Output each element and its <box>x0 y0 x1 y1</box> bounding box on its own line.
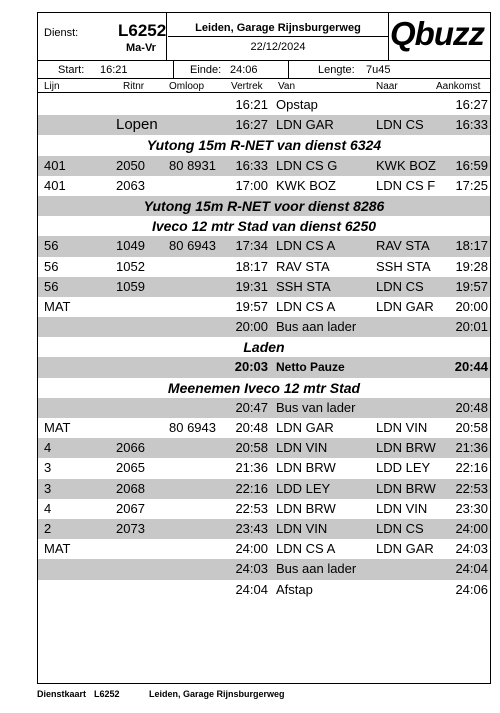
cell-lijn: 56 <box>44 258 59 274</box>
cell-vertrek: 20:48 <box>235 420 268 435</box>
lengte-value: 7u45 <box>366 64 391 76</box>
location-title: Leiden, Garage Rijnsburgerweg <box>195 22 361 34</box>
col-omloop: Omloop <box>169 81 205 92</box>
cell-aankomst: 23:30 <box>455 500 488 516</box>
cell-aankomst: 20:44 <box>454 359 488 375</box>
section-title: Yutong 15m R-NET voor dienst 8286 <box>143 197 385 214</box>
section-title-row <box>38 216 490 236</box>
cell-van: LDN GAR <box>276 420 334 435</box>
section-title-row <box>38 337 490 357</box>
table-row <box>38 559 490 579</box>
cell-van: Afstap <box>276 581 313 597</box>
cell-van: RAV STA <box>276 258 330 274</box>
cell-vertrek: 22:16 <box>235 480 268 496</box>
cell-ritnr: 2063 <box>116 177 145 193</box>
table-row <box>38 418 490 438</box>
cell-naar: LDN GAR <box>376 298 434 314</box>
cell-naar: LDN VIN <box>376 500 428 516</box>
table-row <box>38 438 490 458</box>
cell-naar: KWK BOZ <box>376 157 436 173</box>
table-row <box>38 95 490 115</box>
cell-naar: LDN CS <box>376 520 424 536</box>
col-aankomst: Aankomst <box>436 81 481 92</box>
cell-van: LDD LEY <box>276 480 331 496</box>
cell-aankomst: 24:04 <box>455 561 488 577</box>
table-row <box>38 519 490 539</box>
section-title: Iveco 12 mtr Stad van dienst 6250 <box>151 218 377 235</box>
cell-aankomst: 16:33 <box>455 117 488 133</box>
summary-row <box>38 61 490 79</box>
cell-naar: LDD LEY <box>376 460 431 476</box>
section-title: Meenemen Iveco 12 mtr Stad <box>167 379 361 396</box>
start-value: 16:21 <box>100 64 128 76</box>
cell-naar: LDN CS <box>376 278 424 294</box>
section-title-row <box>38 378 490 398</box>
cell-aankomst: 24:03 <box>455 541 488 557</box>
cell-lijn: MAT <box>44 420 71 435</box>
header-divider-right <box>388 13 389 61</box>
cell-van: Bus van lader <box>276 399 356 415</box>
cell-vertrek: 24:03 <box>235 561 268 577</box>
cell-naar: LDN BRW <box>376 480 436 496</box>
cell-aankomst: 16:27 <box>455 97 488 112</box>
einde-label: Einde: <box>190 64 222 76</box>
table-row <box>38 499 490 519</box>
summary-divider-1 <box>173 61 174 79</box>
cell-aankomst: 20:58 <box>455 420 488 435</box>
cell-vertrek: 19:57 <box>235 298 268 314</box>
cell-lijn: 3 <box>44 480 52 496</box>
table-row <box>38 580 490 600</box>
table-row <box>38 479 490 499</box>
cell-vertrek: 17:00 <box>235 177 268 193</box>
cell-vertrek: 23:43 <box>235 520 268 536</box>
table-row <box>38 115 490 135</box>
cell-vertrek: 24:00 <box>235 541 268 557</box>
dienst-code: L6252 <box>118 21 167 40</box>
cell-aankomst: 16:59 <box>455 157 488 173</box>
cell-vertrek: 24:04 <box>235 581 268 597</box>
cell-lijn: 3 <box>44 460 52 476</box>
cell-lijn: 4 <box>44 500 52 516</box>
header-block <box>38 13 490 61</box>
cell-lijn: MAT <box>44 298 71 314</box>
table-row <box>38 156 490 176</box>
table-row <box>38 357 490 377</box>
schedule-rows <box>38 95 490 600</box>
section-title: Yutong 15m R-NET van dienst 6324 <box>146 137 382 154</box>
dienst-label: Dienst: <box>44 27 79 39</box>
cell-van: SSH STA <box>276 278 331 294</box>
einde-value: 24:06 <box>230 64 258 76</box>
date-value: 22/12/2024 <box>250 41 306 53</box>
cell-vertrek: 22:53 <box>235 500 268 516</box>
section-title-row <box>38 135 490 155</box>
cell-lijn: 56 <box>44 238 59 254</box>
cell-ritnr: 1052 <box>116 258 145 274</box>
header-divider-middle <box>168 36 388 37</box>
column-header-row <box>38 80 490 93</box>
cell-vertrek: 21:36 <box>235 460 268 476</box>
col-naar: Naar <box>376 81 398 92</box>
header-divider-left <box>166 13 167 61</box>
cell-vertrek: 20:03 <box>234 359 268 375</box>
cell-vertrek: 17:34 <box>235 238 268 254</box>
cell-lijn: 401 <box>44 177 66 193</box>
col-van: Van <box>278 81 296 92</box>
cell-omloop: 80 6943 <box>169 238 216 254</box>
cell-aankomst: 20:48 <box>455 399 488 415</box>
cell-van: LDN CS G <box>276 157 338 173</box>
table-row <box>38 539 490 559</box>
cell-aankomst: 17:25 <box>455 177 488 193</box>
cell-lijn: MAT <box>44 541 71 557</box>
table-row <box>38 458 490 478</box>
cell-vertrek: 19:31 <box>235 278 268 294</box>
cell-omloop: 80 8931 <box>169 157 216 173</box>
cell-van: LDN GAR <box>276 117 334 133</box>
cell-vertrek: 20:00 <box>235 319 268 335</box>
cell-aankomst: 18:17 <box>455 238 488 254</box>
cell-vertrek: 16:33 <box>235 157 268 173</box>
cell-van: LDN VIN <box>276 520 328 536</box>
cell-van: LDN VIN <box>276 440 328 456</box>
cell-aankomst: 20:01 <box>455 319 488 335</box>
cell-omloop: 80 6943 <box>169 420 216 435</box>
cell-naar: LDN VIN <box>376 420 428 435</box>
cell-naar: LDN BRW <box>376 440 436 456</box>
cell-van: LDN CS A <box>276 541 336 557</box>
cell-van: Bus aan lader <box>276 319 357 335</box>
cell-ritnr: 2067 <box>116 500 145 516</box>
section-title-row <box>38 196 490 216</box>
qbuzz-logo: Qbuzz <box>390 15 484 52</box>
section-title: Laden <box>243 339 285 356</box>
cell-vertrek: 18:17 <box>235 258 268 274</box>
cell-van: Opstap <box>276 97 318 112</box>
cell-naar: SSH STA <box>376 258 431 274</box>
cell-vertrek: 16:21 <box>235 97 268 112</box>
footer-code: L6252 <box>94 689 120 699</box>
col-ritnr: Ritnr <box>123 81 145 92</box>
cell-ritnr: 1059 <box>116 278 145 294</box>
table-row <box>38 277 490 297</box>
cell-lijn: 4 <box>44 440 52 456</box>
start-label: Start: <box>58 64 85 76</box>
footer-location: Leiden, Garage Rijnsburgerweg <box>149 689 285 699</box>
cell-lijn: 401 <box>44 157 66 173</box>
col-vertrek: Vertrek <box>231 81 263 92</box>
cell-aankomst: 22:53 <box>455 480 488 496</box>
cell-ritnr: 2065 <box>116 460 145 476</box>
cell-aankomst: 20:00 <box>455 298 488 314</box>
cell-naar: LDN CS <box>376 117 424 133</box>
cell-van: LDN CS A <box>276 298 336 314</box>
cell-aankomst: 21:36 <box>455 440 488 456</box>
table-row <box>38 317 490 337</box>
cell-van: Netto Pauze <box>276 360 345 375</box>
table-row <box>38 176 490 196</box>
cell-van: LDN BRW <box>276 460 336 476</box>
cell-ritnr: 2073 <box>116 520 145 536</box>
col-lijn: Lijn <box>44 81 60 92</box>
cell-aankomst: 22:16 <box>455 460 488 476</box>
cell-aankomst: 19:57 <box>455 278 488 294</box>
cell-naar: LDN CS F <box>376 177 436 193</box>
cell-ritnr: 2066 <box>116 440 145 456</box>
lengte-label: Lengte: <box>318 64 355 76</box>
cell-aankomst: 24:06 <box>455 581 488 597</box>
table-row <box>38 236 490 256</box>
cell-van: LDN CS A <box>276 238 336 254</box>
footer-label: Dienstkaart <box>37 689 87 699</box>
cell-naar: RAV STA <box>376 238 430 254</box>
cell-ritnr: 2068 <box>116 480 145 496</box>
cell-ritnr: 1049 <box>116 238 145 254</box>
table-row <box>38 257 490 277</box>
dienstkaart-sheet <box>37 12 491 684</box>
table-row <box>38 398 490 418</box>
cell-van: Bus aan lader <box>276 561 357 577</box>
cell-naar: LDN GAR <box>376 541 434 557</box>
cell-lijn: 56 <box>44 278 59 294</box>
cell-vertrek: 16:27 <box>235 117 268 133</box>
cell-lijn: 2 <box>44 520 52 536</box>
cell-van: LDN BRW <box>276 500 336 516</box>
cell-ritnr: Lopen <box>116 116 158 134</box>
table-row <box>38 297 490 317</box>
cell-van: KWK BOZ <box>276 177 336 193</box>
cell-vertrek: 20:58 <box>235 440 268 456</box>
cell-aankomst: 19:28 <box>455 258 488 274</box>
cell-vertrek: 20:47 <box>235 399 268 415</box>
cell-ritnr: 2050 <box>116 157 145 173</box>
summary-divider-2 <box>288 61 289 79</box>
dienst-days: Ma-Vr <box>126 42 156 54</box>
cell-aankomst: 24:00 <box>455 520 488 536</box>
